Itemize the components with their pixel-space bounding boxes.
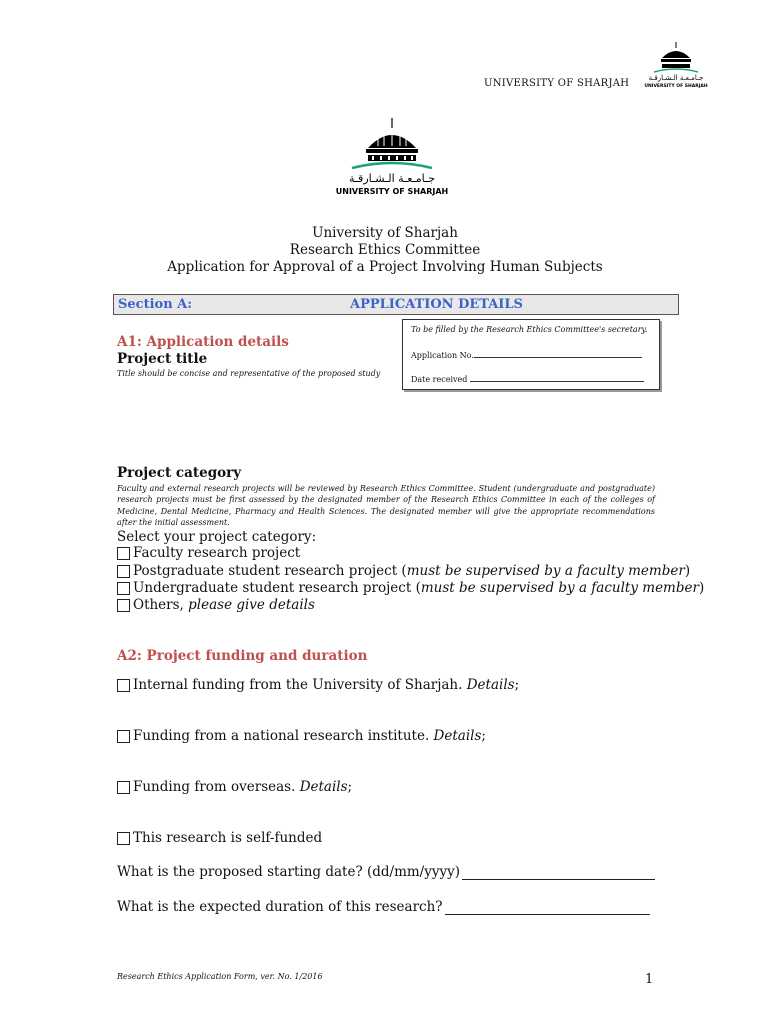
funding-option-self[interactable] [117,830,322,846]
start-date-row [117,864,655,880]
duration-row [117,899,650,915]
a1-heading: A1: Application details [117,334,289,350]
checkbox[interactable] [117,582,130,595]
main-logo-arabic: جـامـعـة الـشـارقـة [348,172,436,185]
funding-option-national[interactable] [117,728,486,744]
funding-option-internal[interactable] [117,677,519,693]
option-text: Others, [133,597,189,613]
date-received-field[interactable] [470,372,644,382]
title-committee: Research Ethics Committee [289,242,481,258]
university-logo-small [640,42,712,88]
date-received-label: Date received [411,375,468,384]
option-close: ) [684,563,691,579]
funding-text: Funding from a national research institute. [133,728,434,744]
funding-suffix: ; [347,779,353,795]
option-text: Postgraduate student research project ( [133,563,407,579]
option-text: Undergraduate student research project ( [133,580,421,596]
application-no-field[interactable] [474,348,642,358]
application-no-label: Application No. [411,351,474,360]
duration-input[interactable] [445,902,650,915]
checkbox[interactable] [117,565,130,578]
funding-text: Internal funding from the University of Sharjah. [133,677,467,693]
project-title-heading: Project title [117,351,208,367]
small-logo-arabic: جـامـعـة الـشـارقـة [648,74,704,82]
option-note: please give details [188,597,315,613]
project-category-paragraph: Faculty and external research projects will be reviewed by Research Ethics Committee. Student (undergraduate and postgraduate) research projects must be first assessed by the designated member of the Research Ethics Committee in each of the colleges of Medicine, Dental Medicine, Pharmacy and Health Sciences. The designated member will give the appropriate recommendations after the initial assessment. [117,484,655,528]
category-option-undergraduate[interactable] [117,580,704,596]
option-note: must be supervised by a faculty member [420,580,699,596]
funding-text: This research is self-funded [133,830,323,846]
category-option-faculty[interactable] [117,545,300,561]
option-note: must be supervised by a faculty member [406,563,685,579]
project-title-note: Title should be concise and representative of the proposed study [117,369,381,378]
section-title: APPLICATION DETAILS [350,297,523,312]
funding-details: Details [433,728,482,744]
funding-suffix: ; [514,677,520,693]
category-option-postgraduate[interactable] [117,563,690,579]
checkbox[interactable] [117,547,130,560]
university-logo-main [332,118,452,198]
start-date-question: What is the proposed starting date? (dd/mm/yyyy) [117,864,460,880]
date-received-row [411,372,644,384]
title-university: University of Sharjah [312,225,458,241]
option-close: ) [698,580,705,596]
page-number: 1 [645,972,654,987]
a2-heading: A2: Project funding and duration [117,648,368,664]
project-category-heading: Project category [117,465,242,481]
funding-option-overseas[interactable] [117,779,352,795]
duration-question: What is the expected duration of this research? [117,899,443,915]
start-date-input[interactable] [462,867,655,880]
checkbox[interactable] [117,781,130,794]
checkbox[interactable] [117,599,130,612]
funding-details: Details [466,677,515,693]
checkbox[interactable] [117,679,130,692]
footer-form-note: Research Ethics Application Form, ver. No. 1/2016 [117,972,323,981]
small-logo-english: UNIVERSITY OF SHARJAH [644,84,708,88]
select-category-label: Select your project category: [117,529,317,545]
funding-suffix: ; [481,728,486,744]
checkbox[interactable] [117,730,130,743]
title-application: Application for Approval of a Project Involving Human Subjects [167,259,603,275]
secretary-note: To be filled by the Research Ethics Committee's secretary. [411,325,648,334]
header-university-caption: UNIVERSITY OF SHARJAH [484,78,630,89]
main-logo-english: UNIVERSITY OF SHARJAH [335,187,449,196]
checkbox[interactable] [117,832,130,845]
funding-details: Details [299,779,348,795]
option-text: Faculty research project [133,545,301,561]
application-no-row [411,348,642,360]
category-option-others[interactable] [117,597,315,613]
section-label: Section A: [118,297,193,312]
document-titles [0,225,770,276]
funding-text: Funding from overseas. [133,779,300,795]
